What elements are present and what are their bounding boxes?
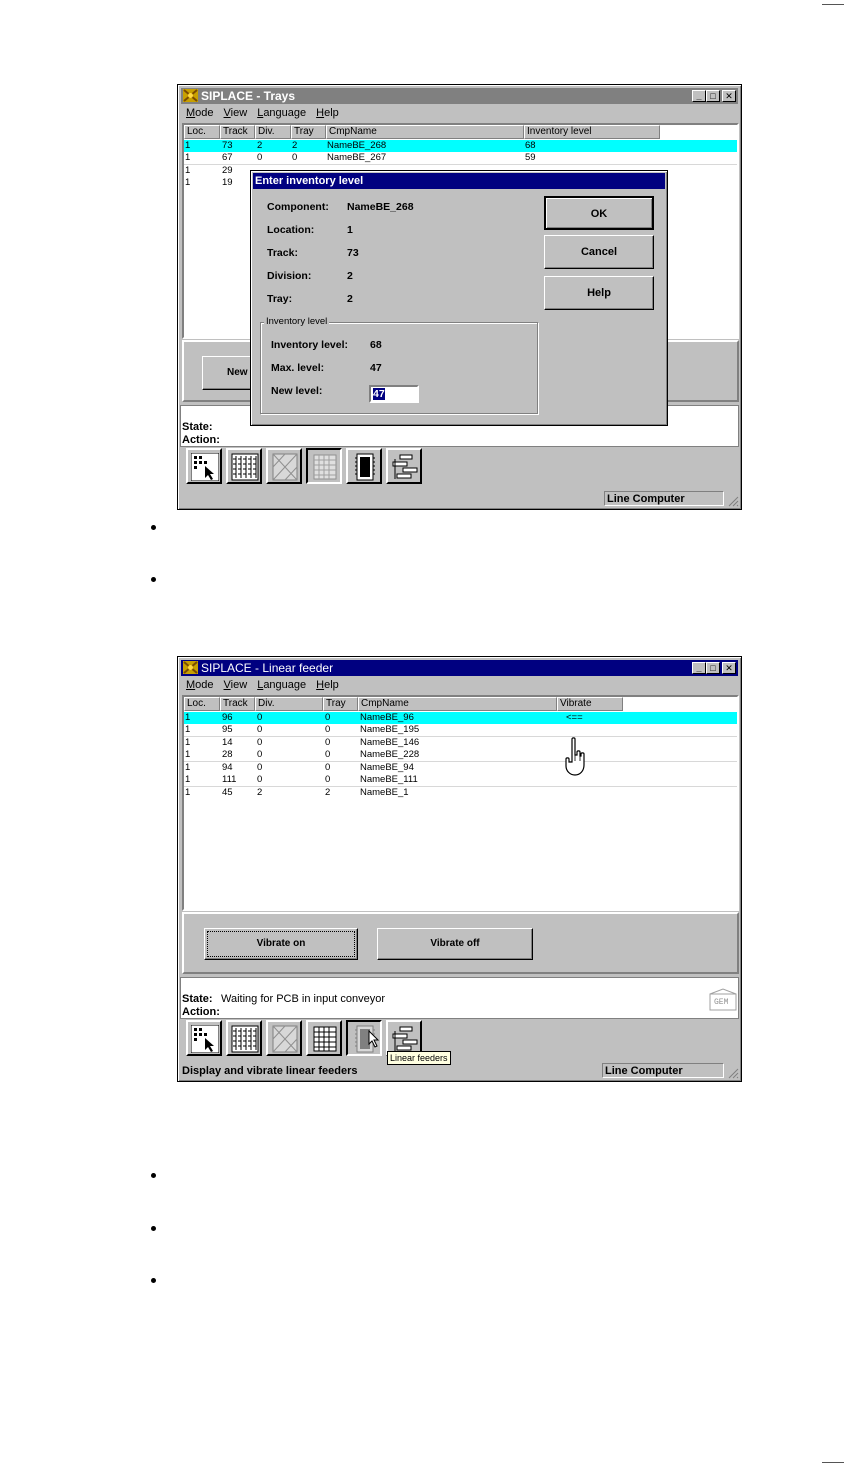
maximize-button[interactable]: □: [706, 90, 720, 102]
menu-mode[interactable]: Mode: [186, 107, 214, 119]
gem-indicator: [709, 988, 737, 1012]
cell-div: 0: [257, 712, 263, 723]
vibrate-off-button[interactable]: [377, 928, 533, 960]
column-header-track[interactable]: Track: [220, 697, 255, 711]
linear-feeders-button[interactable]: [346, 1020, 382, 1056]
cell-track: 14: [222, 737, 233, 748]
action-label: Action:: [182, 434, 220, 446]
bullet-point: [150, 1225, 158, 1233]
cell-loc: 1: [185, 712, 191, 723]
cell-tray: 0: [292, 152, 298, 163]
inventory-level-value: 68: [370, 339, 382, 351]
cell-track: 95: [222, 724, 233, 735]
cassette-button[interactable]: [266, 448, 302, 484]
linear-feeders-button[interactable]: [346, 448, 382, 484]
cell-loc: 1: [185, 152, 191, 163]
cell-cmpname: NameBE_268: [327, 140, 387, 151]
new-level-input[interactable]: [369, 385, 419, 403]
trays-title-bar[interactable]: [181, 88, 738, 104]
menu-help[interactable]: Help: [316, 679, 339, 691]
cell-track: 19: [222, 177, 233, 188]
table-row[interactable]: [184, 774, 737, 786]
table-row[interactable]: [184, 787, 737, 799]
bullet-point: [150, 1172, 158, 1180]
enter-inventory-dialog: [250, 170, 668, 426]
cell-track: 45: [222, 787, 233, 798]
cell-cmpname: NameBE_94: [360, 762, 414, 773]
new-button-label: New: [227, 367, 248, 378]
help-button[interactable]: Help: [544, 276, 654, 310]
close-button[interactable]: ✕: [722, 90, 736, 102]
station-pointer-icon: [191, 1025, 219, 1053]
cassette-icon: [271, 1025, 299, 1053]
column-header-tray[interactable]: Tray: [291, 125, 326, 139]
cell-div: 0: [257, 737, 263, 748]
tray-value: 2: [347, 293, 353, 305]
siplace-app-icon: [183, 661, 198, 674]
cell-cmpname: NameBE_228: [360, 749, 420, 760]
cell-track: 73: [222, 140, 233, 151]
cell-cmpname: NameBE_96: [360, 712, 414, 723]
vibrate-on-button[interactable]: [204, 928, 358, 960]
cell-tray: 2: [292, 140, 298, 151]
close-button[interactable]: ✕: [722, 662, 736, 674]
linear-menu-bar: [182, 677, 737, 693]
state-label: State:: [182, 421, 213, 433]
division-label: Division:: [267, 270, 312, 282]
trays-menu-bar: [182, 105, 737, 121]
state-label: State:: [182, 993, 213, 1005]
component-label: Component:: [267, 201, 329, 213]
vibrate-off-label: Vibrate off: [430, 938, 480, 949]
cell-tray: 0: [325, 712, 331, 723]
minimize-button[interactable]: _: [692, 90, 706, 102]
station-pointer-icon: [191, 453, 219, 481]
column-header-inventory-level[interactable]: Inventory level: [524, 125, 660, 139]
mouse-cursor-icon: [368, 1030, 380, 1048]
dialog-title-bar[interactable]: [253, 173, 665, 189]
page-edge-rule-top: [822, 4, 844, 5]
line-layout-icon: [391, 1025, 419, 1053]
component-value: NameBE_268: [347, 201, 414, 213]
cell-track: 94: [222, 762, 233, 773]
resize-grip-icon[interactable]: [727, 495, 739, 507]
feeder-table-button[interactable]: [226, 448, 262, 484]
gem-label: GEM: [714, 998, 729, 1007]
bullet-point: [150, 524, 158, 532]
table-row[interactable]: [184, 749, 737, 761]
state-value: Waiting for PCB in input conveyor: [221, 993, 386, 1005]
location-value: 1: [347, 224, 353, 236]
column-header-div[interactable]: Div.: [255, 125, 291, 139]
linear-status-text: Display and vibrate linear feeders: [182, 1065, 358, 1077]
cell-cmpname: NameBE_267: [327, 152, 387, 163]
ok-button[interactable]: OK: [544, 196, 654, 230]
cell-track: 29: [222, 165, 233, 176]
track-label: Track:: [267, 247, 298, 259]
cell-cmpname: NameBE_146: [360, 737, 420, 748]
feeder-table-icon: [231, 1025, 259, 1053]
new-level-label: New level:: [271, 385, 323, 397]
cell-tray: 0: [325, 724, 331, 735]
action-label: Action:: [182, 1006, 220, 1018]
cell-cmpname: NameBE_195: [360, 724, 420, 735]
inventory-level-group-title: Inventory level: [266, 316, 328, 327]
cell-inventory-level: 59: [525, 152, 536, 163]
menu-help[interactable]: Help: [316, 107, 339, 119]
column-header-cmpname[interactable]: CmpName: [358, 697, 557, 711]
menu-language[interactable]: Language: [257, 679, 307, 691]
cell-loc: 1: [185, 165, 191, 176]
menu-language[interactable]: Language: [257, 107, 307, 119]
cell-div: 0: [257, 774, 263, 785]
trays-window-title: SIPLACE - Trays: [201, 89, 296, 103]
max-level-label: Max. level:: [271, 362, 325, 374]
table-row[interactable]: [184, 712, 737, 724]
dialog-title: Enter inventory level: [255, 175, 364, 187]
linear-button-panel: [182, 912, 739, 974]
line-layout-button[interactable]: [386, 448, 422, 484]
cell-div: 2: [257, 787, 263, 798]
table-row[interactable]: [184, 140, 737, 152]
pointing-hand-icon: [564, 737, 586, 777]
page-edge-rule-bottom: [822, 1462, 844, 1463]
cell-loc: 1: [185, 749, 191, 760]
column-header-loc[interactable]: Loc.: [184, 125, 220, 139]
table-row[interactable]: [184, 724, 737, 736]
linear-feeder-window: [177, 656, 742, 1082]
feeder-table-button[interactable]: [226, 1020, 262, 1056]
trays-status-field: Line Computer: [604, 491, 724, 506]
linear-state-panel: [180, 977, 739, 1019]
cell-tray: 2: [325, 787, 331, 798]
cell-tray: 0: [325, 774, 331, 785]
cell-loc: 1: [185, 140, 191, 151]
column-header-track[interactable]: Track: [220, 125, 255, 139]
inventory-level-label: Inventory level:: [271, 339, 349, 351]
cell-vibrate: <==: [566, 712, 583, 723]
cell-loc: 1: [185, 724, 191, 735]
cell-loc: 1: [185, 762, 191, 773]
tray-label: Tray:: [267, 293, 293, 305]
cassette-button[interactable]: [266, 1020, 302, 1056]
linear-feeders-tooltip: Linear feeders: [387, 1051, 451, 1065]
location-label: Location:: [267, 224, 315, 236]
cell-loc: 1: [185, 737, 191, 748]
cell-tray: 0: [325, 762, 331, 773]
cell-div: 2: [257, 140, 263, 151]
max-level-value: 47: [370, 362, 382, 374]
cell-loc: 1: [185, 177, 191, 188]
cell-inventory-level: 68: [525, 140, 536, 151]
table-row[interactable]: [184, 152, 737, 164]
menu-mode[interactable]: Mode: [186, 679, 214, 691]
line-layout-icon: [391, 453, 419, 481]
bullet-point: [150, 1277, 158, 1285]
cell-track: 67: [222, 152, 233, 163]
cell-div: 0: [257, 749, 263, 760]
column-header-loc[interactable]: Loc.: [184, 697, 220, 711]
column-header-cmpname[interactable]: CmpName: [326, 125, 524, 139]
cell-div: 0: [257, 762, 263, 773]
tray-grid-icon: [311, 1025, 339, 1053]
trays-button[interactable]: [306, 1020, 342, 1056]
cell-track: 28: [222, 749, 233, 760]
cell-loc: 1: [185, 774, 191, 785]
maximize-button[interactable]: □: [706, 662, 720, 674]
menu-view[interactable]: View: [223, 107, 248, 119]
vibrate-on-label: Vibrate on: [256, 938, 306, 949]
linear-status-field: Line Computer: [602, 1063, 724, 1078]
tray-grid-icon: [311, 453, 339, 481]
cancel-button[interactable]: Cancel: [544, 235, 654, 269]
cell-cmpname: NameBE_1: [360, 787, 409, 798]
track-value: 73: [347, 247, 359, 259]
cell-tray: 0: [325, 737, 331, 748]
column-header-tray[interactable]: Tray: [323, 697, 358, 711]
bullet-point: [150, 576, 158, 584]
cassette-icon: [271, 453, 299, 481]
cell-cmpname: NameBE_111: [360, 774, 418, 785]
new-level-value: 47: [373, 388, 385, 400]
cell-loc: 1: [185, 787, 191, 798]
linear-title-bar[interactable]: [181, 660, 738, 676]
cell-div: 0: [257, 724, 263, 735]
cell-track: 96: [222, 712, 233, 723]
linear-feeder-icon: [351, 453, 379, 481]
linear-window-title: SIPLACE - Linear feeder: [201, 661, 334, 675]
feeder-table-icon: [231, 453, 259, 481]
menu-view[interactable]: View: [223, 679, 248, 691]
table-row[interactable]: [184, 762, 737, 774]
siplace-app-icon: [183, 89, 198, 102]
column-header-div[interactable]: Div.: [255, 697, 323, 711]
minimize-button[interactable]: _: [692, 662, 706, 674]
table-row[interactable]: [184, 737, 737, 749]
trays-toolbar: [186, 448, 422, 484]
cell-track: 111: [222, 774, 237, 785]
cell-div: 0: [257, 152, 263, 163]
cell-tray: 0: [325, 749, 331, 760]
station-view-button[interactable]: [186, 448, 222, 484]
trays-button[interactable]: [306, 448, 342, 484]
linear-feeder-list[interactable]: [182, 695, 739, 911]
resize-grip-icon[interactable]: [727, 1067, 739, 1079]
station-view-button[interactable]: [186, 1020, 222, 1056]
column-header-vibrate[interactable]: Vibrate: [557, 697, 623, 711]
division-value: 2: [347, 270, 353, 282]
